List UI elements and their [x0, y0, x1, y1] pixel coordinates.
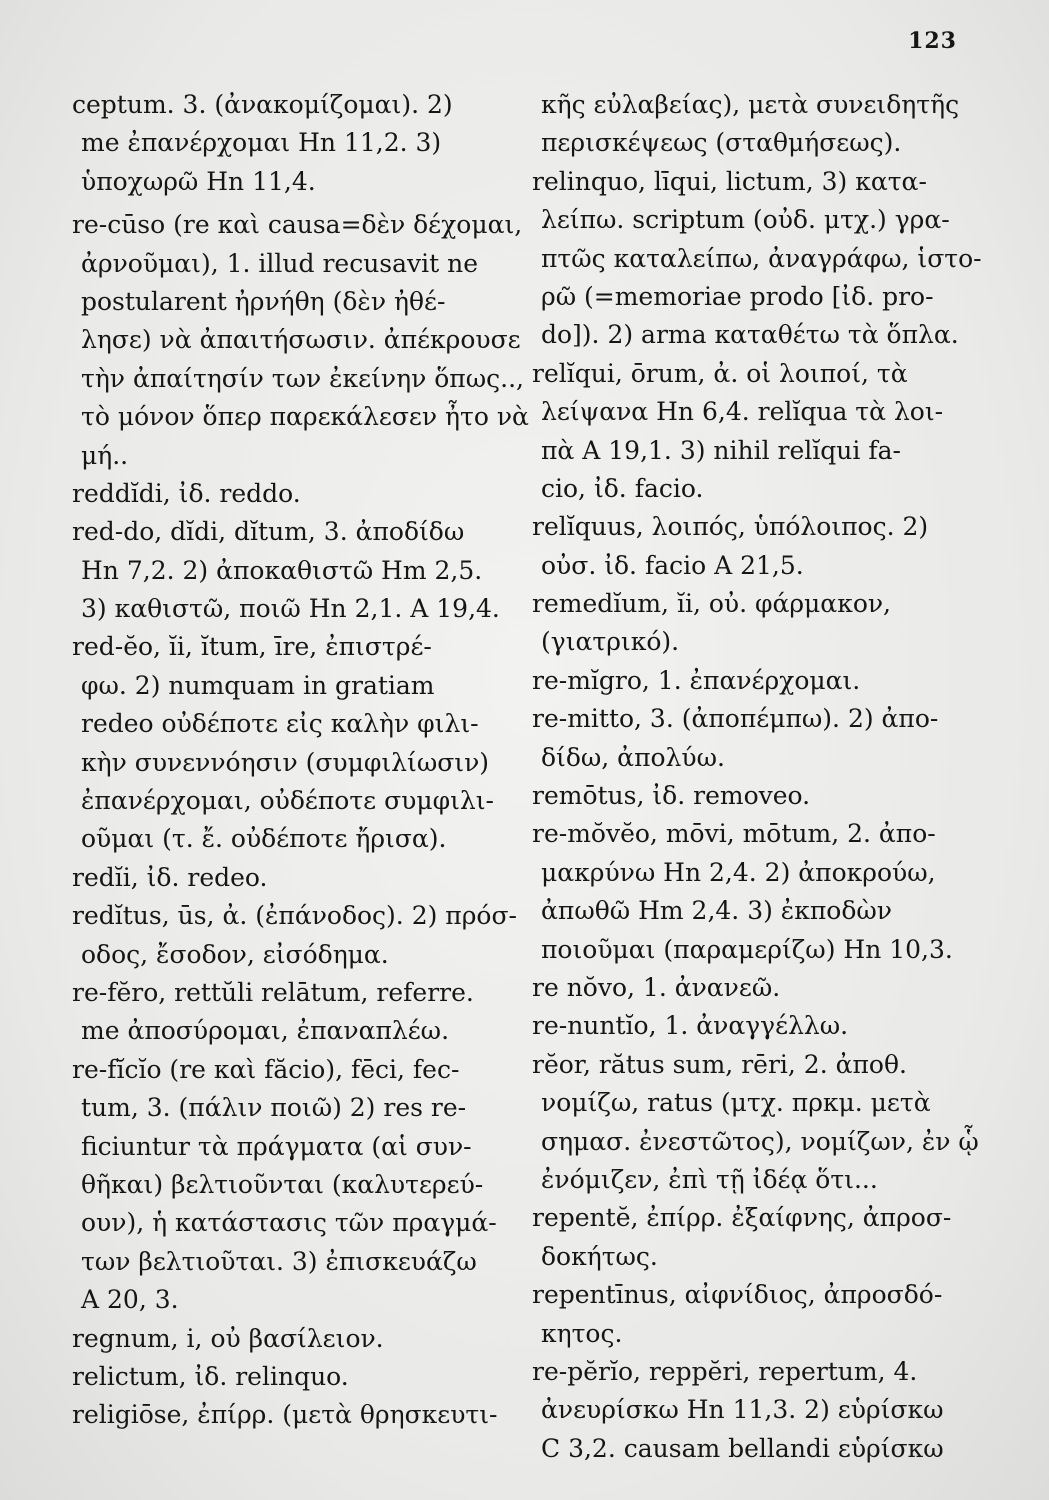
- entry-line: remedĭum, ĭi, οὐ. φάρμακον,: [532, 589, 892, 619]
- entry-line: religiōse, ἐπίρρ. (μετὰ θρησκευτι-: [72, 1400, 498, 1430]
- entry-line: tum, 3. (πάλιν ποιῶ) 2) res re-: [81, 1093, 467, 1123]
- entry-line: των βελτιοῦται. 3) ἐπισκευάζω: [81, 1246, 477, 1276]
- entry-line: πτῶς καταλείπω, ἀναγράφω, ἱστο-: [541, 243, 982, 273]
- entry-line: repentīnus, αἰφνίδιος, ἀπροσδό-: [532, 1280, 943, 1310]
- entry-line: σημασ. ἐνεστῶτος), νομίζων, ἐν ᾧ: [541, 1126, 979, 1156]
- entry-line: re-cūso (re καὶ causa=δὲν δέχομαι,: [72, 210, 523, 240]
- entry-line: δοκήτως.: [541, 1241, 658, 1271]
- entry-line: re-mĭgro, 1. ἐπανέρχομαι.: [532, 665, 861, 695]
- entry-line: κὴν συνεννόησιν (συμφιλίωσιν): [81, 747, 490, 777]
- entry-line: νομίζω, ratus (μτχ. πρκμ. μετὰ: [541, 1088, 931, 1118]
- entry-line: postularent ἠρνήθη (δὲν ἠθέ-: [81, 286, 446, 316]
- entry-line: redeo οὐδέποτε εἰς καλὴν φιλι-: [81, 709, 479, 739]
- entry-line: πὰ A 19,1. 3) nihil relĭqui fa-: [541, 435, 901, 465]
- entry-line: repentĕ, ἐπίρρ. ἐξαίφνης, ἀπροσ-: [532, 1203, 952, 1233]
- entry-line: φω. 2) numquam in gratiam: [81, 670, 435, 700]
- entry-line: re-nuntĭo, 1. ἀναγγέλλω.: [532, 1011, 849, 1041]
- entry-line: re-fĕro, rettŭli relātum, referre.: [72, 977, 474, 1007]
- entry-line: κῆς εὐλαβείας), μετὰ συνειδητῆς: [541, 90, 960, 119]
- entry-line: ficiuntur τὰ πράγματα (αἱ συν-: [81, 1131, 472, 1161]
- entry-line: rĕor, rătus sum, rēri, 2. ἀποθ.: [532, 1049, 907, 1079]
- entry-line: redĭtus, ūs, ἀ. (ἐπάνοδος). 2) πρόσ-: [72, 901, 517, 931]
- entry-line: ποιοῦμαι (παραμερίζω) Hn 10,3.: [541, 934, 953, 964]
- entry-line: relĭqui, ōrum, ἀ. οἱ λοιποί, τὰ: [532, 358, 908, 388]
- entry-line: δίδω, ἀπολύω.: [541, 742, 725, 772]
- entry-line: ἐπανέρχομαι, οὐδέποτε συμφιλι-: [81, 786, 494, 816]
- entry-line: ἐνόμιζεν, ἐπὶ τῇ ἰδέᾳ ὅτι...: [541, 1164, 878, 1194]
- entry-line: relĭquus, λοιπός, ὑπόλοιπος. 2): [532, 512, 929, 542]
- entry-line: remōtus, ἰδ. removeo.: [532, 781, 811, 811]
- entry-line: λείπω. scriptum (οὐδ. μτχ.) γρα-: [541, 205, 950, 235]
- entry-line: Hn 7,2. 2) ἀποκαθιστῶ Hm 2,5.: [81, 555, 483, 585]
- entry-line: λείψανα Hn 6,4. relĭqua τὰ λοι-: [541, 397, 944, 427]
- entry-line: re-mŏvĕo, mōvi, mōtum, 2. ἀπο-: [532, 819, 936, 849]
- entry-line: red-ĕo, ĭi, ĭtum, īre, ἐπιστρέ-: [72, 632, 432, 662]
- entry-line: (γιατρικό).: [541, 627, 680, 657]
- entry-line: cio, ἰδ. facio.: [541, 473, 704, 503]
- entry-line: οδος, ἔσοδον, εἰσόδημα.: [81, 939, 389, 969]
- entry-line: οῦμαι (τ. ἔ. οὐδέποτε ἤρισα).: [81, 824, 447, 854]
- entry-line: θῆκαι) βελτιοῦνται (καλυτερεύ-: [81, 1169, 484, 1199]
- entry-line: do]). 2) arma καταθέτω τὰ ὅπλα.: [541, 320, 959, 350]
- right-column: [532, 86, 982, 1468]
- entry-line: μακρύνω Hn 2,4. 2) ἀποκρούω,: [541, 857, 936, 887]
- entry-line: 3) καθιστῶ, ποιῶ Hn 2,1. A 19,4.: [81, 594, 500, 624]
- entry-line: reddĭdi, ἰδ. reddo.: [72, 478, 301, 508]
- entry-line: λησε) νὰ ἀπαιτήσωσιν. ἀπέκρουσε: [81, 325, 521, 355]
- entry-line: red-do, dĭdi, dĭtum, 3. ἀποδίδω: [72, 517, 465, 547]
- entry-line: relictum, ἰδ. relinquo.: [72, 1361, 349, 1391]
- entry-line: re-pĕrĭo, reppĕri, repertum, 4.: [532, 1356, 918, 1386]
- entry-line: ὑποχωρῶ Hn 11,4.: [81, 166, 316, 196]
- entry-line: περισκέψεως (σταθμήσεως).: [541, 128, 902, 158]
- entry-line: ἀνευρίσκω Hn 11,3. 2) εὑρίσκω: [541, 1395, 944, 1425]
- entry-line: ἀπωθῶ Hm 2,4. 3) ἐκποδὼν: [541, 896, 892, 926]
- entry-line: re-mitto, 3. (ἀποπέμπω). 2) ἀπο-: [532, 704, 939, 734]
- entry-line: regnum, i, οὐ βασίλειον.: [72, 1323, 384, 1353]
- entry-line: μή..: [81, 440, 129, 470]
- entry-line: re-fĭcĭo (re καὶ făcio), fēci, fec-: [72, 1054, 460, 1084]
- entry-line: ρῶ (=memoriae prodo [ἰδ. pro-: [541, 281, 934, 311]
- entry-line: A 20, 3.: [81, 1285, 179, 1315]
- entry-line: me ἀποσύρομαι, ἐπαναπλέω.: [81, 1016, 450, 1046]
- page-number: 123: [908, 28, 957, 54]
- entry-line: C 3,2. causam bellandi εὑρίσκω: [541, 1433, 944, 1463]
- entry-line: τὸ μόνον ὅπερ παρεκάλεσεν ἦτο νὰ: [81, 402, 529, 432]
- entry-line: ουν), ἡ κατάστασις τῶν πραγμά-: [81, 1208, 497, 1238]
- entry-line: τὴν ἀπαίτησίν των ἐκείνην ὅπως..,: [81, 363, 524, 393]
- entry-line: me ἐπανέρχομαι Hn 11,2. 3): [81, 128, 442, 158]
- entry-line: κητος.: [541, 1318, 623, 1348]
- entry-line: ceptum. 3. (ἀνακομίζομαι). 2): [72, 90, 453, 119]
- entry-line: ἀρνοῦμαι), 1. illud recusavit ne: [81, 248, 479, 278]
- entry-line: relinquo, līqui, lictum, 3) κατα-: [532, 166, 927, 196]
- entry-line: οὐσ. ἰδ. facio A 21,5.: [541, 550, 804, 580]
- entry-line: redĭi, ἰδ. redeo.: [72, 862, 268, 892]
- entry-line: re nŏvo, 1. ἀνανεῶ.: [532, 972, 781, 1002]
- left-column: [72, 86, 529, 1435]
